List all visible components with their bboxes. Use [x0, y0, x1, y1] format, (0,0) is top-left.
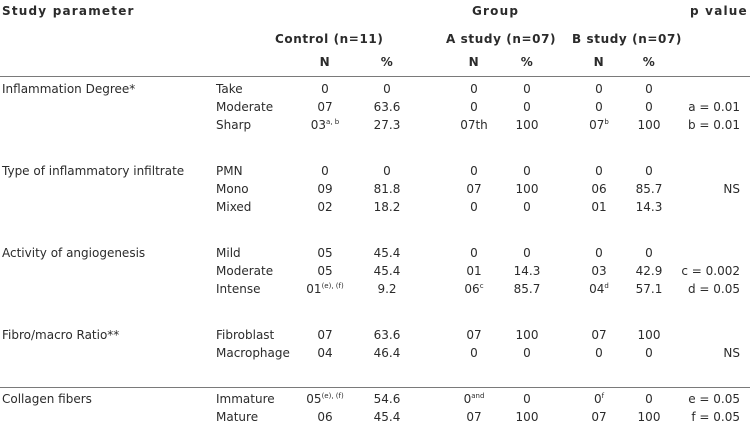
percent-cell: 46.4: [373, 346, 401, 360]
level-label: Immature: [216, 392, 275, 406]
percent-cell: 0: [645, 392, 653, 406]
percent-cell: 0: [523, 392, 531, 406]
percent-cell: 0: [523, 346, 531, 360]
percent-cell: 0: [645, 82, 653, 96]
count-cell: 0: [595, 346, 603, 360]
percent-cell: 0: [523, 100, 531, 114]
percent-cell: 63.6: [373, 100, 401, 114]
count-cell: 06: [317, 410, 333, 424]
percent-cell: 100: [515, 328, 539, 342]
count-cell: 0$^f$: [593, 392, 605, 406]
percent-cell: 0: [523, 246, 531, 260]
count-cell: 07$^b$: [589, 118, 609, 132]
count-cell: $01^{(e), (f)}$: [306, 282, 344, 296]
count-cell: 01: [466, 264, 482, 278]
percent-cell: 14.3: [513, 264, 541, 278]
percent-cell: 27.3: [373, 118, 401, 132]
footnote-marker: (e), (f): [321, 392, 344, 400]
count-cell: 07: [317, 328, 333, 342]
count-cell: 0: [470, 164, 478, 178]
percent-cell: 100: [637, 410, 661, 424]
footnote-marker: a, b: [326, 118, 340, 126]
count-cell: 04$^d$: [589, 282, 609, 296]
p-value-cell: NS: [723, 346, 740, 360]
p-value-cell: a = 0.01: [688, 100, 740, 114]
footnote-marker: b: [604, 118, 609, 126]
percent-cell: 100: [515, 182, 539, 196]
count-cell: 0: [470, 200, 478, 214]
n-column-header: N: [319, 55, 331, 69]
control-group-header: Control (n=11): [275, 32, 384, 46]
p-value-cell: f = 0.05: [691, 410, 740, 424]
percent-cell: 57.1: [635, 282, 663, 296]
level-label: Macrophage: [216, 346, 290, 360]
percent-cell: 0: [523, 82, 531, 96]
footnote-marker: d: [604, 282, 609, 290]
count-cell: 01: [591, 200, 607, 214]
count-cell: 0: [595, 82, 603, 96]
parameter-label: Inflammation Degree*: [2, 82, 136, 96]
count-cell: 0: [595, 164, 603, 178]
percent-cell: 0: [523, 200, 531, 214]
percent-cell: 63.6: [373, 328, 401, 342]
count-cell: 0: [470, 246, 478, 260]
level-label: Fibroblast: [216, 328, 275, 342]
percent-cell: 18.2: [373, 200, 401, 214]
parameter-label: Activity of angiogenesis: [2, 246, 146, 260]
header-divider: [0, 76, 750, 77]
count-cell: 0: [470, 100, 478, 114]
count-cell: 07: [466, 328, 482, 342]
percent-cell: 14.3: [635, 200, 663, 214]
percent-cell: 42.9: [635, 264, 663, 278]
n-column-header: N: [593, 55, 605, 69]
level-label: Moderate: [216, 264, 274, 278]
footnote-marker: and: [471, 392, 485, 400]
count-cell: 07: [466, 410, 482, 424]
count-cell: 06: [591, 182, 607, 196]
n-column-header: N: [468, 55, 480, 69]
count-cell: 0: [321, 164, 329, 178]
count-cell: 06$^c$: [464, 282, 484, 296]
level-label: Intense: [216, 282, 261, 296]
count-cell: 0: [470, 346, 478, 360]
percent-column-header: %: [520, 55, 534, 69]
count-cell: $0^{and}$: [463, 392, 485, 406]
count-cell: 05: [317, 264, 333, 278]
a-study-group-header: A study (n=07): [446, 32, 557, 46]
parameter-label: Type of inflammatory infiltrate: [2, 164, 185, 178]
level-label: Take: [216, 82, 243, 96]
count-cell: 09: [317, 182, 333, 196]
percent-cell: 81.8: [373, 182, 401, 196]
count-cell: 03$^{a, b}$: [310, 118, 340, 132]
count-cell: 07th: [460, 118, 488, 132]
level-label: Sharp: [216, 118, 252, 132]
percent-cell: 9.2: [377, 282, 397, 296]
footnote-marker: (e), (f): [321, 282, 344, 290]
p-value-cell: c = 0.002: [681, 264, 740, 278]
group-header: Group: [472, 4, 520, 18]
count-cell: 05: [317, 246, 333, 260]
footnote-marker: f: [601, 392, 605, 400]
p-value-header: p value: [690, 4, 748, 18]
percent-cell: 0: [383, 164, 391, 178]
count-cell: 07: [317, 100, 333, 114]
count-cell: 04: [317, 346, 333, 360]
percent-cell: 0: [645, 164, 653, 178]
level-label: PMN: [216, 164, 243, 178]
count-cell: 07: [591, 328, 607, 342]
percent-cell: 0: [645, 346, 653, 360]
percent-cell: 100: [637, 118, 661, 132]
parameter-label: Fibro/macro Ratio**: [2, 328, 120, 342]
percent-cell: 45.4: [373, 410, 401, 424]
percent-cell: 0: [645, 100, 653, 114]
level-label: Mono: [216, 182, 249, 196]
p-value-cell: d = 0.05: [687, 282, 740, 296]
level-label: Mild: [216, 246, 241, 260]
count-cell: 03: [591, 264, 607, 278]
percent-cell: 54.6: [373, 392, 401, 406]
percent-cell: 45.4: [373, 264, 401, 278]
percent-cell: 85.7: [635, 182, 663, 196]
level-label: Moderate: [216, 100, 274, 114]
percent-cell: 0: [383, 82, 391, 96]
footnote-marker: c: [479, 282, 484, 290]
percent-column-header: %: [380, 55, 394, 69]
percent-cell: 0: [645, 246, 653, 260]
count-cell: 0: [595, 100, 603, 114]
p-value-cell: b = 0.01: [687, 118, 740, 132]
count-cell: 0: [321, 82, 329, 96]
count-cell: 07: [466, 182, 482, 196]
p-value-cell: e = 0.05: [688, 392, 740, 406]
b-study-group-header: B study (n=07): [572, 32, 683, 46]
percent-cell: 45.4: [373, 246, 401, 260]
percent-cell: 0: [523, 164, 531, 178]
count-cell: 07: [591, 410, 607, 424]
bottom-divider: [0, 387, 750, 388]
percent-cell: 85.7: [513, 282, 541, 296]
study-parameter-header: Study parameter: [2, 4, 135, 18]
count-cell: 0: [470, 82, 478, 96]
level-label: Mixed: [216, 200, 252, 214]
count-cell: 0: [595, 246, 603, 260]
parameter-label: Collagen fibers: [2, 392, 92, 406]
count-cell: $05^{(e), (f)}$: [306, 392, 344, 406]
p-value-cell: NS: [723, 182, 740, 196]
level-label: Mature: [216, 410, 259, 424]
percent-column-header: %: [642, 55, 656, 69]
count-cell: 02: [317, 200, 333, 214]
percent-cell: 100: [515, 118, 539, 132]
percent-cell: 100: [515, 410, 539, 424]
percent-cell: 100: [637, 328, 661, 342]
